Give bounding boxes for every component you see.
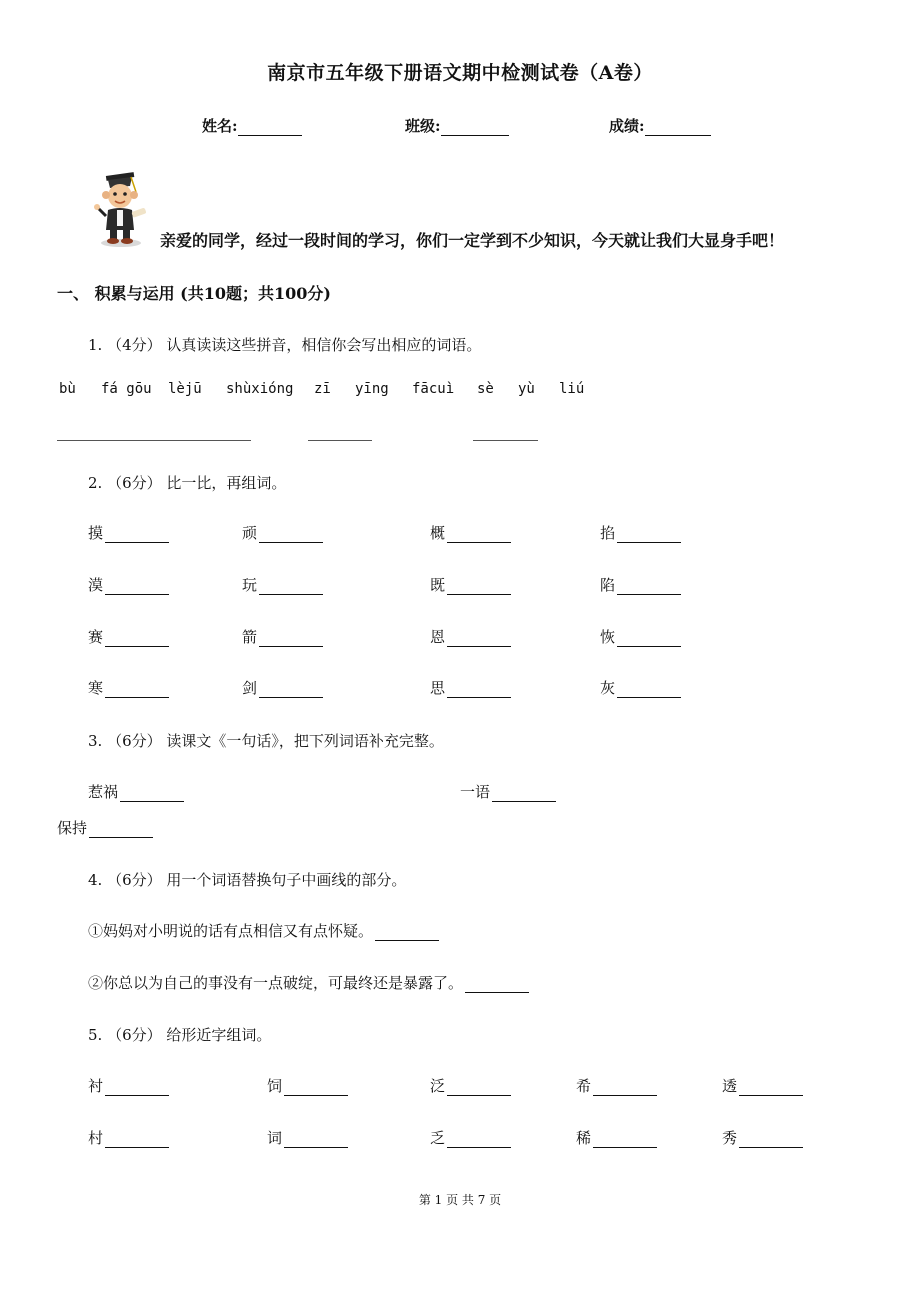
char: 饲 bbox=[267, 1077, 283, 1095]
word-cell bbox=[600, 677, 681, 698]
pinyin-item: bù bbox=[59, 381, 76, 397]
pinyin-item: zī bbox=[314, 381, 331, 397]
sentence-blank[interactable] bbox=[465, 978, 529, 993]
word-blank[interactable] bbox=[259, 683, 323, 698]
fill-item bbox=[57, 817, 153, 838]
pinyin-item: yù bbox=[518, 381, 535, 397]
char: 乏 bbox=[430, 1129, 446, 1147]
word-blank[interactable] bbox=[259, 580, 323, 595]
char: 希 bbox=[576, 1077, 592, 1095]
word-cell bbox=[88, 677, 169, 698]
char: 衬 bbox=[88, 1077, 104, 1095]
word-cell bbox=[600, 522, 681, 543]
sentence-2 bbox=[88, 972, 529, 993]
word-blank[interactable] bbox=[105, 528, 169, 543]
answer-blank-1[interactable] bbox=[57, 439, 251, 441]
word-cell bbox=[430, 522, 511, 543]
word-cell bbox=[430, 1127, 511, 1148]
word-cell bbox=[600, 574, 681, 595]
word-blank[interactable] bbox=[447, 580, 511, 595]
word-blank[interactable] bbox=[447, 683, 511, 698]
char: 寒 bbox=[88, 679, 104, 697]
word-blank[interactable] bbox=[739, 1133, 803, 1148]
class-label: 班级: bbox=[405, 117, 441, 135]
word-blank[interactable] bbox=[593, 1133, 657, 1148]
word-cell bbox=[242, 522, 323, 543]
fill-word: 惹祸 bbox=[88, 783, 119, 801]
word-cell bbox=[88, 522, 169, 543]
answer-blank-2[interactable] bbox=[308, 439, 372, 441]
class-field bbox=[405, 115, 509, 136]
question-5-text: 5. （6分） 给形近字组词。 bbox=[88, 1026, 272, 1044]
pinyin-item: shùxióng bbox=[226, 381, 294, 397]
page-title: 南京市五年级下册语文期中检测试卷（A卷） bbox=[267, 62, 653, 84]
char: 顽 bbox=[242, 524, 258, 542]
word-blank[interactable] bbox=[617, 683, 681, 698]
char: 村 bbox=[88, 1129, 104, 1147]
char: 漠 bbox=[88, 576, 104, 594]
char: 摸 bbox=[88, 524, 104, 542]
word-cell bbox=[88, 574, 169, 595]
sentence-text: ②你总以为自己的事没有一点破绽，可最终还是暴露了。 bbox=[88, 974, 464, 992]
word-blank[interactable] bbox=[105, 683, 169, 698]
score-label: 成绩: bbox=[609, 117, 645, 135]
char: 灰 bbox=[600, 679, 616, 697]
pinyin-item: liú bbox=[559, 381, 585, 397]
word-cell bbox=[242, 574, 323, 595]
char: 赛 bbox=[88, 628, 104, 646]
question-1-text: 1. （4分） 认真读读这些拼音，相信你会写出相应的词语。 bbox=[88, 336, 482, 354]
pinyin-item: lèjū bbox=[168, 381, 202, 397]
sentence-blank[interactable] bbox=[375, 926, 439, 941]
word-blank[interactable] bbox=[593, 1081, 657, 1096]
char: 概 bbox=[430, 524, 446, 542]
char: 掐 bbox=[600, 524, 616, 542]
char: 透 bbox=[722, 1077, 738, 1095]
char: 既 bbox=[430, 576, 446, 594]
question-2-text: 2. （6分） 比一比，再组词。 bbox=[88, 474, 287, 492]
word-blank[interactable] bbox=[447, 1133, 511, 1148]
word-cell bbox=[430, 574, 511, 595]
word-cell bbox=[242, 677, 323, 698]
page-footer: 第 1 页 共 7 页 bbox=[418, 1193, 502, 1207]
word-cell bbox=[88, 1075, 169, 1096]
fill-blank[interactable] bbox=[120, 787, 184, 802]
greeting-text: 亲爱的同学，经过一段时间的学习，你们一定学到不少知识，今天就让我们大显身手吧！ bbox=[160, 231, 785, 250]
char: 秀 bbox=[722, 1129, 738, 1147]
answer-blank-3[interactable] bbox=[473, 439, 538, 441]
word-cell bbox=[88, 1127, 169, 1148]
word-blank[interactable] bbox=[447, 632, 511, 647]
section-heading: 一、 积累与运用 (共10题；共100分) bbox=[57, 284, 331, 303]
score-blank[interactable] bbox=[645, 120, 711, 136]
word-blank[interactable] bbox=[617, 580, 681, 595]
pinyin-item: fá gōu bbox=[101, 381, 152, 397]
word-cell bbox=[88, 626, 169, 647]
word-cell bbox=[576, 1075, 657, 1096]
question-3-text: 3. （6分） 读课文《一句话》，把下列词语补充完整。 bbox=[88, 732, 444, 750]
word-blank[interactable] bbox=[105, 580, 169, 595]
char: 稀 bbox=[576, 1129, 592, 1147]
word-blank[interactable] bbox=[259, 528, 323, 543]
question-4-text: 4. （6分） 用一个词语替换句子中画线的部分。 bbox=[88, 871, 407, 889]
word-cell bbox=[430, 677, 511, 698]
sentence-1 bbox=[88, 920, 439, 941]
char: 恩 bbox=[430, 628, 446, 646]
char: 泛 bbox=[430, 1077, 446, 1095]
word-cell bbox=[242, 626, 323, 647]
pinyin-item: sè bbox=[477, 381, 494, 397]
char: 陷 bbox=[600, 576, 616, 594]
word-cell bbox=[722, 1127, 803, 1148]
name-blank[interactable] bbox=[238, 120, 302, 136]
score-field bbox=[609, 115, 711, 136]
char: 箭 bbox=[242, 628, 258, 646]
class-blank[interactable] bbox=[441, 120, 509, 136]
word-blank[interactable] bbox=[617, 528, 681, 543]
fill-word: 一语 bbox=[460, 783, 491, 801]
char: 思 bbox=[430, 679, 446, 697]
word-cell bbox=[576, 1127, 657, 1148]
word-blank[interactable] bbox=[105, 632, 169, 647]
word-blank[interactable] bbox=[284, 1081, 348, 1096]
word-cell bbox=[722, 1075, 803, 1096]
pinyin-item: yīng bbox=[355, 381, 389, 397]
word-blank[interactable] bbox=[447, 528, 511, 543]
word-cell bbox=[600, 626, 681, 647]
word-cell bbox=[430, 1075, 511, 1096]
char: 恢 bbox=[600, 628, 616, 646]
fill-item bbox=[460, 781, 556, 802]
fill-word: 保持 bbox=[57, 819, 88, 837]
word-blank[interactable] bbox=[447, 1081, 511, 1096]
word-blank[interactable] bbox=[259, 632, 323, 647]
graduate-mascot-icon bbox=[88, 164, 154, 248]
sentence-text: ①妈妈对小明说的话有点相信又有点怀疑。 bbox=[88, 922, 374, 940]
pinyin-item: fācuì bbox=[412, 381, 455, 397]
char: 剑 bbox=[242, 679, 258, 697]
fill-item bbox=[88, 781, 184, 802]
fill-blank[interactable] bbox=[492, 787, 556, 802]
name-field bbox=[202, 115, 302, 136]
word-blank[interactable] bbox=[739, 1081, 803, 1096]
char: 玩 bbox=[242, 576, 258, 594]
word-cell bbox=[267, 1127, 348, 1148]
name-label: 姓名: bbox=[202, 117, 238, 135]
word-blank[interactable] bbox=[617, 632, 681, 647]
word-cell bbox=[267, 1075, 348, 1096]
word-blank[interactable] bbox=[284, 1133, 348, 1148]
word-blank[interactable] bbox=[105, 1081, 169, 1096]
fill-blank[interactable] bbox=[89, 823, 153, 838]
word-blank[interactable] bbox=[105, 1133, 169, 1148]
char: 词 bbox=[267, 1129, 283, 1147]
word-cell bbox=[430, 626, 511, 647]
